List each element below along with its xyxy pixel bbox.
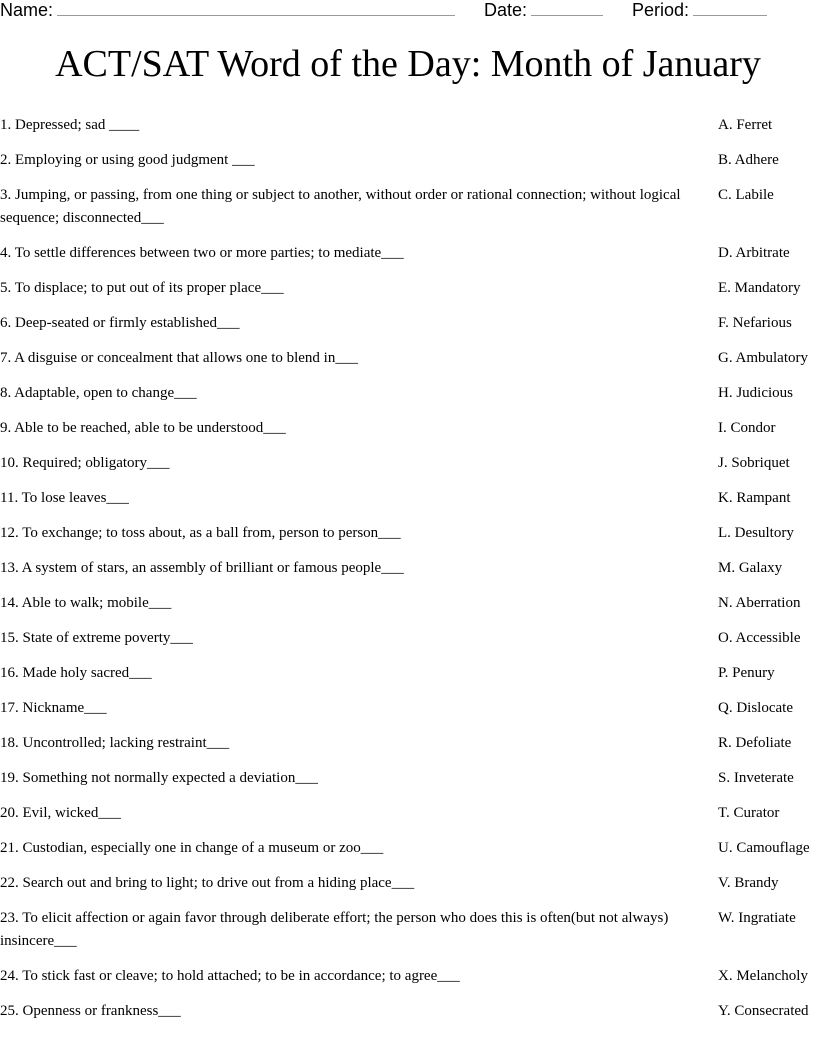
clue-text: 14. Able to walk; mobile___ — [0, 595, 172, 611]
answer-choice: U. Camouflage — [718, 840, 810, 856]
matching-row — [0, 837, 816, 860]
matching-row — [0, 149, 816, 172]
answer-choice: P. Penury — [718, 665, 775, 681]
page-title: ACT/SAT Word of the Day: Month of January — [55, 43, 761, 85]
matching-row — [0, 557, 816, 580]
matching-row — [0, 277, 816, 300]
matching-row — [0, 242, 816, 265]
clue-text: 16. Made holy sacred___ — [0, 665, 152, 681]
answer-choice: N. Aberration — [718, 595, 801, 611]
answer-choice: O. Accessible — [718, 630, 801, 646]
matching-row — [0, 522, 816, 545]
matching-row — [0, 184, 816, 230]
matching-row — [0, 872, 816, 895]
matching-row — [0, 627, 816, 650]
answer-choice: I. Condor — [718, 420, 776, 436]
period-blank[interactable] — [693, 0, 767, 16]
clue-text: 5. To displace; to put out of its proper place___ — [0, 280, 284, 296]
clue-text: 22. Search out and bring to light; to drive out from a hiding place___ — [0, 875, 415, 891]
answer-choice: G. Ambulatory — [718, 350, 808, 366]
matching-row — [0, 662, 816, 685]
name-label: Name: — [0, 0, 54, 20]
date-field — [484, 0, 603, 22]
answer-choice: C. Labile — [718, 187, 774, 203]
matching-row — [0, 697, 816, 720]
answer-choice: A. Ferret — [718, 117, 773, 133]
matching-row — [0, 382, 816, 405]
answer-choice: H. Judicious — [718, 385, 793, 401]
answer-choice: L. Desultory — [718, 525, 794, 541]
answer-choice: X. Melancholy — [718, 968, 808, 984]
matching-row — [0, 732, 816, 755]
clue-text: 6. Deep-seated or firmly established___ — [0, 315, 240, 331]
matching-list — [0, 114, 816, 1035]
answer-choice: D. Arbitrate — [718, 245, 790, 261]
answer-choice: W. Ingratiate — [718, 910, 796, 926]
matching-row — [0, 802, 816, 825]
answer-choice: Y. Consecrated — [718, 1003, 809, 1019]
clue-text: 7. A disguise or concealment that allows one to blend in___ — [0, 350, 358, 366]
clue-text: 1. Depressed; sad ____ — [0, 117, 140, 133]
matching-row — [0, 312, 816, 335]
matching-row — [0, 452, 816, 475]
clue-text: 15. State of extreme poverty___ — [0, 630, 193, 646]
matching-row — [0, 592, 816, 615]
answer-choice: V. Brandy — [718, 875, 779, 891]
clue-text: 9. Able to be reached, able to be understood___ — [0, 420, 286, 436]
worksheet-header — [0, 0, 816, 22]
date-blank[interactable] — [531, 0, 603, 16]
answer-choice: R. Defoliate — [718, 735, 792, 751]
clue-text: 2. Employing or using good judgment ___ — [0, 152, 255, 168]
clue-text: 19. Something not normally expected a deviation___ — [0, 770, 318, 786]
answer-choice: K. Rampant — [718, 490, 791, 506]
clue-text: 25. Openness or frankness___ — [0, 1003, 181, 1019]
answer-choice: J. Sobriquet — [718, 455, 790, 471]
period-label: Period: — [632, 0, 690, 20]
clue-text: 8. Adaptable, open to change___ — [0, 385, 197, 401]
answer-choice: B. Adhere — [718, 152, 779, 168]
clue-text: 4. To settle differences between two or more parties; to mediate___ — [0, 245, 404, 261]
clue-text: 17. Nickname___ — [0, 700, 107, 716]
answer-choice: E. Mandatory — [718, 280, 801, 296]
answer-choice: T. Curator — [718, 805, 780, 821]
clue-text: 10. Required; obligatory___ — [0, 455, 170, 471]
matching-row — [0, 907, 816, 953]
matching-row — [0, 767, 816, 790]
answer-choice: Q. Dislocate — [718, 700, 793, 716]
matching-row — [0, 347, 816, 370]
matching-row — [0, 487, 816, 510]
matching-row — [0, 1000, 816, 1023]
matching-row — [0, 114, 816, 137]
clue-text: 3. Jumping, or passing, from one thing or subject to another, without order or rational connection; without logical sequence; disconnected___ — [0, 187, 681, 226]
clue-text: 21. Custodian, especially one in change of a museum or zoo___ — [0, 840, 384, 856]
clue-text: 13. A system of stars, an assembly of brilliant or famous people___ — [0, 560, 404, 576]
name-blank[interactable] — [57, 0, 455, 16]
date-label: Date: — [484, 0, 528, 20]
answer-choice: F. Nefarious — [718, 315, 792, 331]
clue-text: 12. To exchange; to toss about, as a ball from, person to person___ — [0, 525, 401, 541]
clue-text: 18. Uncontrolled; lacking restraint___ — [0, 735, 230, 751]
clue-text: 24. To stick fast or cleave; to hold attached; to be in accordance; to agree___ — [0, 968, 460, 984]
answer-choice: M. Galaxy — [718, 560, 783, 576]
matching-row — [0, 417, 816, 440]
matching-row — [0, 965, 816, 988]
clue-text: 11. To lose leaves___ — [0, 490, 129, 506]
name-field — [0, 0, 455, 22]
clue-text: 23. To elicit affection or again favor through deliberate effort; the person who does this is often(but not always) insincere___ — [0, 910, 669, 949]
answer-choice: S. Inveterate — [718, 770, 794, 786]
period-field — [632, 0, 767, 22]
clue-text: 20. Evil, wicked___ — [0, 805, 121, 821]
